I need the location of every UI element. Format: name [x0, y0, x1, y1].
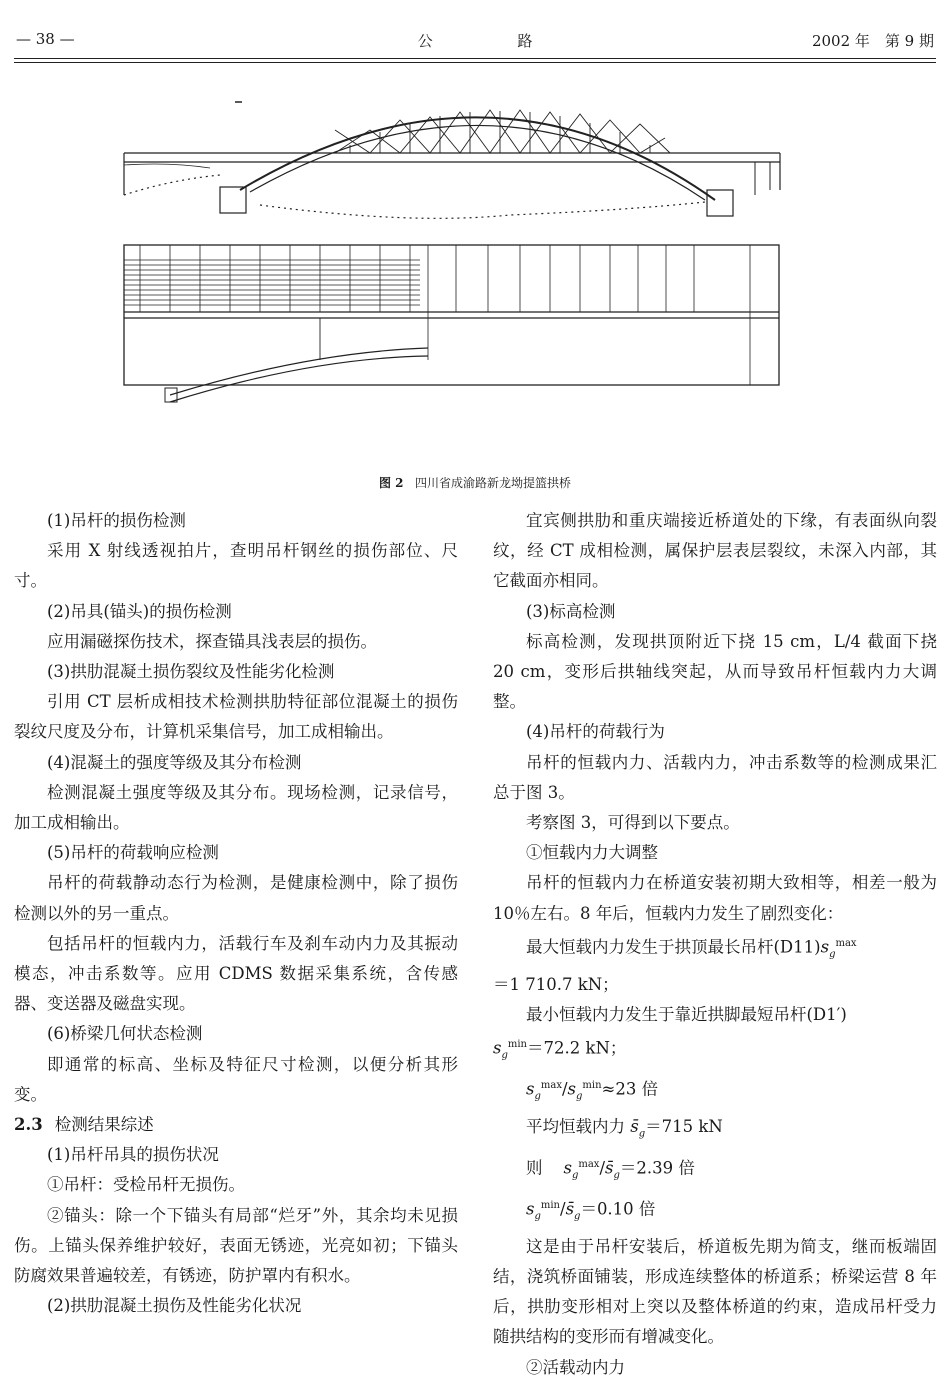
bridge-drawing [110, 90, 800, 440]
equation-text: 则 [526, 1158, 543, 1178]
paragraph: 引用 CT 层析成相技术检测拱肋特征部位混凝土的损伤裂纹尺度及分布，计算机采集信号，加工成相输出。 [14, 692, 458, 742]
journal-name: 公 路 [417, 32, 573, 50]
figure-title: 四川省成渝路新龙坳提篮拱桥 [414, 476, 571, 490]
paragraph: 考察图 3，可得到以下要点。 [526, 813, 740, 833]
header-rule-double [14, 62, 936, 63]
paragraph: 包括吊杆的恒载内力，活载行车及刹车动内力及其振动模态，冲击系数等。应用 CDMS 数据采集系统，含传感器、变送器及磁盘实现。 [14, 933, 458, 1014]
section-number: 2.3 [14, 1115, 43, 1135]
arch-outer [240, 117, 715, 200]
equation-value: ≈23 倍 [601, 1079, 659, 1099]
equation-line: $s_g^{min}=72.2$ kN； [493, 1038, 627, 1062]
ground-line [124, 175, 705, 218]
equation-line: $s_g^{max}/s_g^{min}\approx 23$ 倍 [526, 1079, 659, 1103]
paragraph: ①吊杆：受检吊杆无损伤。 [47, 1175, 245, 1195]
equation-line: 最大恒载内力发生于拱顶最长吊杆$(D11)s_g^{max}$ [526, 937, 857, 960]
equation-value: ＝0.10 倍 [580, 1199, 656, 1219]
right-footing [707, 190, 733, 216]
paragraph: 吊杆的荷载静动态行为检测，是健康检测中，除了损伤检测以外的另一重点。 [14, 873, 458, 923]
equation-text: 平均恒载内力 [526, 1117, 625, 1137]
paragraph: 应用漏磁探伤技术，探查锚具浅表层的损伤。 [47, 631, 377, 651]
paragraph: 这是由于吊杆安装后，桥道板先期为简支，继而板端固结，浇筑桥面铺装，形成连续整体的桥道系；桥梁运营 8 年后，拱肋变形相对上突以及整体桥道的约束，造成吊杆受力随拱结构的变形而有增减变化。 [493, 1236, 937, 1347]
paragraph: 吊杆的恒载内力、活载内力，冲击系数等的检测成果汇总于图 3。 [493, 752, 937, 802]
paragraph: ①恒载内力大调整 [526, 843, 658, 863]
section-title: 检测结果综述 [54, 1115, 154, 1135]
page-number: — 38 — [16, 30, 75, 48]
right-column [493, 506, 937, 1383]
paragraph: 采用 X 射线透视拍片，查明吊杆钢丝的损伤部位、尺寸。 [14, 541, 458, 591]
equation-line: 最小恒载内力发生于靠近拱脚最短吊杆(D1′) [526, 1005, 847, 1025]
plan-hatching [124, 260, 420, 305]
equation-text: 最大恒载内力发生于拱顶最长吊杆(D11) [526, 937, 821, 957]
equation-value: ＝2.39 倍 [619, 1158, 695, 1178]
paragraph: (5)吊杆的荷载响应检测 [47, 843, 219, 863]
equation-line: 平均恒载内力 $s̄_g=715$ kN [526, 1117, 723, 1140]
equation-line: 则 $s_g^{max}/s̄_g=2.39$ 倍 [526, 1158, 695, 1181]
header-rule [14, 58, 936, 59]
paragraph: (2)拱肋混凝土损伤及性能劣化状况 [47, 1296, 302, 1316]
paragraph: 宜宾侧拱肋和重庆端接近桥道处的下缘，有表面纵向裂纹，经 CT 成相检测，属保护层表层裂纹，未深入内部，其它截面亦相同。 [493, 511, 937, 591]
paragraph: 吊杆的恒载内力在桥道安装初期大致相等，相差一般为 10％左右。8 年后，恒载内力发生了剧烈变化： [493, 873, 937, 923]
equation-value: ＝72.2 kN； [527, 1038, 627, 1058]
page-header [16, 30, 934, 54]
paragraph: (4)吊杆的荷载行为 [526, 722, 665, 742]
paragraph: (6)桥梁几何状态检测 [47, 1024, 203, 1044]
figure-caption [0, 474, 950, 491]
section-heading [14, 1110, 458, 1140]
paragraph: (4)混凝土的强度等级及其分布检测 [47, 752, 302, 772]
paragraph: 检测混凝土强度等级及其分布。现场检测，记录信号，加工成相输出。 [14, 782, 458, 833]
plan-crossbeams [140, 245, 750, 385]
paragraph: (3)拱肋混凝土损伤裂纹及性能劣化检测 [47, 662, 335, 682]
equation-value: ＝715 kN [645, 1117, 723, 1137]
equation-line: $s_g^{min}/s̄_g=0.10$ 倍 [526, 1199, 656, 1222]
plan-outline [124, 245, 779, 385]
paragraph: (1)吊杆的损伤检测 [47, 511, 186, 530]
paragraph: 标高检测，发现拱顶附近下挠 15 cm，L/4 截面下挠 20 cm，变形后拱轴线突起，从而导致吊杆恒载内力大调整。 [493, 631, 937, 712]
issue-info: 2002 年 第 9 期 [811, 32, 934, 50]
paragraph: (3)标高检测 [526, 601, 616, 621]
left-column [14, 506, 458, 1321]
paragraph: (1)吊杆吊具的损伤状况 [47, 1145, 219, 1165]
paragraph: (2)吊具(锚头)的损伤检测 [47, 601, 232, 621]
figure-label: 图 2 [379, 476, 404, 490]
equation-value: ＝1 710.7 kN； [493, 974, 619, 994]
paragraph: 即通常的标高、坐标及特征尺寸检测，以便分析其形变。 [14, 1054, 458, 1104]
paragraph: ②锚头：除一个下锚头有局部“烂牙”外，其余均未见损伤。上锚头保养维护较好，表面无锈迹，光亮如初；下锚头防腐效果普遍较差，有锈迹，防护罩内有积水。 [14, 1205, 458, 1286]
ramp-curve-1 [170, 348, 428, 395]
left-footing [220, 187, 246, 213]
paragraph: ②活载动内力 [526, 1357, 625, 1377]
